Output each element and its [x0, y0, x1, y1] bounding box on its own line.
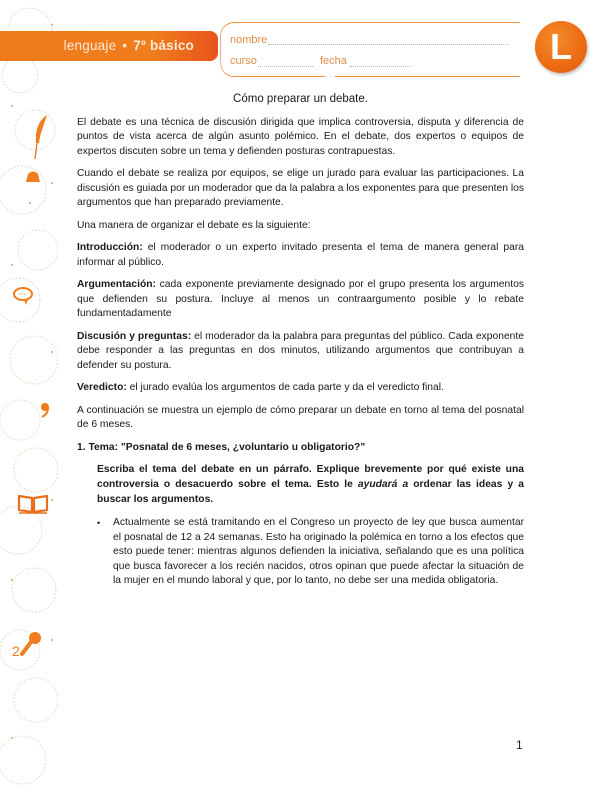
stage-argumentacion [77, 278, 524, 322]
book-icon [17, 493, 49, 520]
nombre-field[interactable] [268, 44, 508, 45]
fecha-field[interactable] [350, 66, 410, 67]
page-number: 1 [516, 738, 523, 752]
subject-banner [0, 31, 218, 61]
separator-dot: • [122, 38, 128, 53]
instruction-part: Escriba el tema del debate en un párrafo. Explique brevemente por qué existe una controversia o desacuerdo sobre el tema. Esto le [97, 464, 524, 490]
bullet-list [97, 516, 524, 589]
curso-field[interactable] [258, 66, 313, 67]
comma-icon [40, 402, 50, 423]
subject-badge: L [535, 21, 587, 73]
stage-veredicto [77, 381, 524, 396]
inkwell-icon [25, 169, 41, 188]
list-item: • Actualmente se está tramitando en el Congreso un proyecto de ley que busca aumentar el posnatal de 12 a 24 semanas. Esto ha originado la polémica en torno a los efectos que esto puede tener: mientras algunos defienden la iniciativa, señalando que es una política que busca favorecer a los recién nacidos, otros opinan que puede afectar la situación de la mujer en el mundo laboral y que, por lo tanto, no debe ser una medida obligatoria. [97, 516, 524, 589]
fecha-label: fecha [320, 55, 347, 67]
page-title: Cómo preparar un debate. [233, 93, 368, 105]
stage-text: el moderador o un experto invitado presenta el tema de manera general para informar al público. [77, 242, 524, 268]
quill-icon [30, 113, 50, 168]
instruction-part: ordenar las ideas y a buscar los argumentos. [97, 478, 524, 505]
stage-introduccion [77, 241, 524, 270]
microphone-icon [12, 630, 44, 663]
stage-text: el jurado evalúa los argumentos de cada parte y da el veredicto final. [126, 382, 444, 393]
stage-text: el moderador da la palabra para preguntas del público. Cada exponente debe responder a las preguntas en dos minutos, utilizando argumentos que contribuyan a defender su postura. [77, 330, 524, 371]
svg-text:2: 2 [12, 643, 20, 658]
paragraph: El debate es una técnica de discusión dirigida que implica controversia, disputa y diferencia de puntos de vista acerca de algún asunto polémico. En el debate, dos expertos o equipos de expertos discuten sobre un tema y defienden posturas contrapuestas. [77, 116, 524, 157]
student-info-box [220, 22, 520, 77]
subject-label: lenguaje [63, 38, 117, 53]
paragraph: Una manera de organizar el debate es la siguiente: [77, 219, 311, 231]
stage-term: Veredicto: [77, 382, 127, 393]
stage-text: cada exponente previamente designado por el grupo presenta los argumentos que defienden su postura. Incluye al menos un contraargumento posible y lo rebate fundamentadamente [77, 279, 524, 319]
paragraph: Cuando el debate se realiza por equipos, se elige un jurado para evaluar las participaciones. La discusión es guiada por un moderador que da la palabra a los exponentes para que presenten los argumentos que han preparado previamente. [77, 168, 524, 208]
stage-term: Discusión y preguntas: [77, 330, 192, 342]
stage-term: Argumentación: [77, 279, 156, 290]
grade-label: 7º básico [133, 38, 194, 53]
tema-heading: 1. Tema: "Posnatal de 6 meses, ¿voluntario u obligatorio?" [77, 441, 366, 453]
instruction-text [97, 463, 524, 507]
nombre-label: nombre [230, 34, 268, 46]
document-body [77, 92, 524, 589]
stage-discusion [77, 330, 524, 374]
instruction-italic: ayudará a [357, 478, 409, 490]
speech-bubble-icon [12, 286, 34, 311]
example-intro: A continuación se muestra un ejemplo de cómo preparar un debate en torno al tema del posnatal de 6 meses. [77, 404, 524, 430]
curso-label: curso [230, 55, 257, 67]
stage-term: Introducción: [77, 242, 143, 253]
